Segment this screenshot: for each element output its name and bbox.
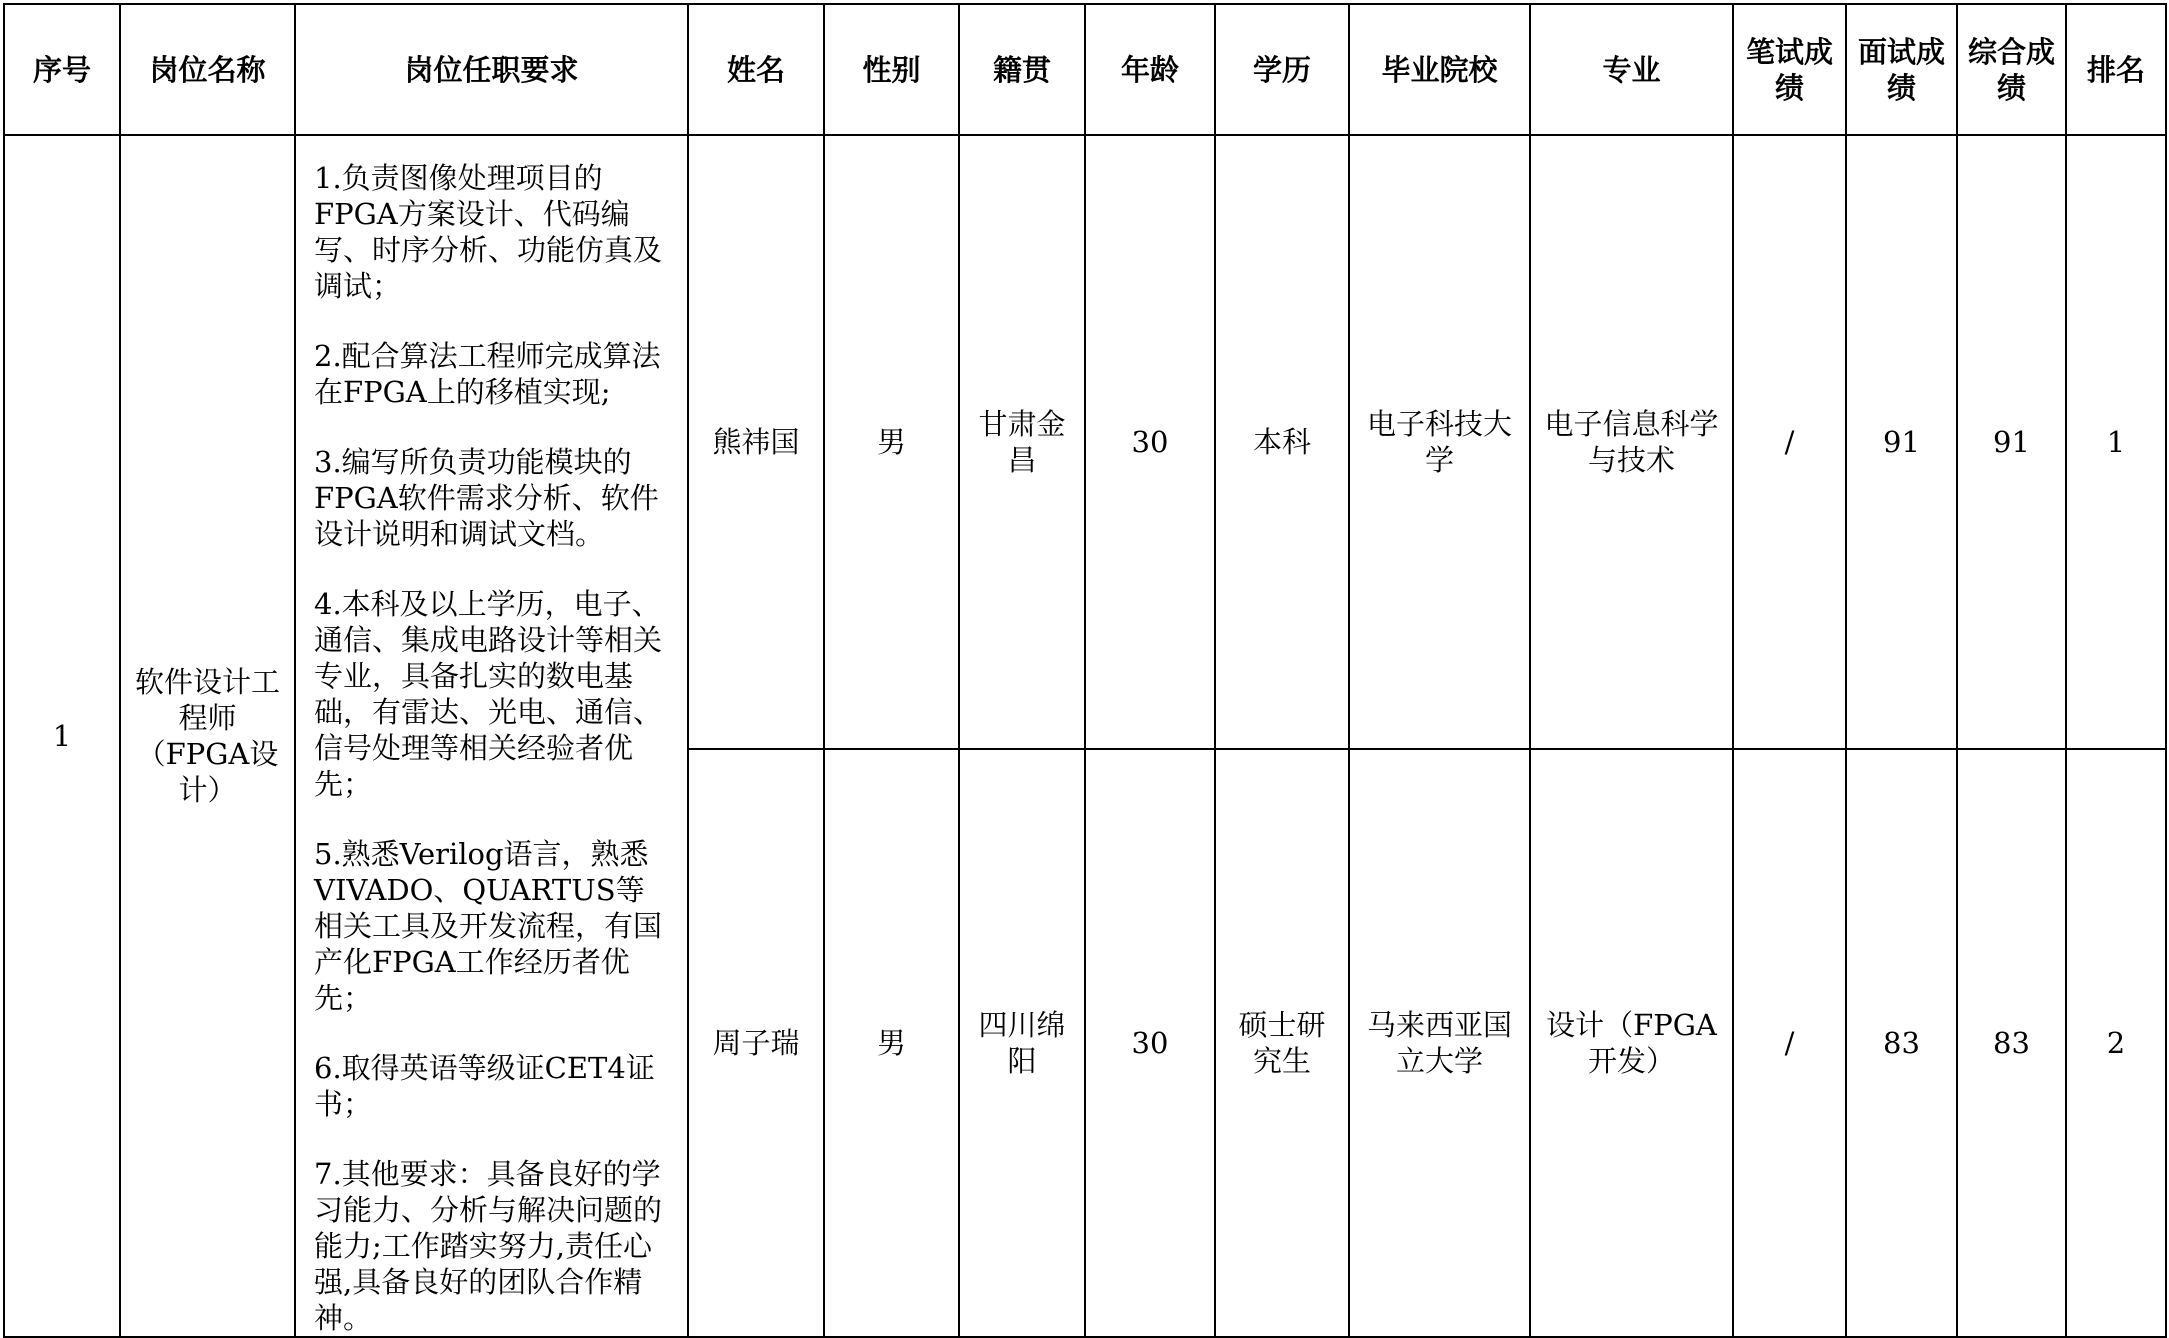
post-requirements: [295, 135, 688, 1337]
candidate-written-score: /: [1733, 749, 1846, 1337]
header-post-name: 岗位名称: [120, 4, 295, 135]
candidate-age: 30: [1085, 749, 1215, 1337]
header-gender: 性别: [824, 4, 959, 135]
candidate-rank: 2: [2066, 749, 2166, 1337]
requirement-item: 4.本科及以上学历，电子、通信、集成电路设计等相关专业，具备扎实的数电基础，有雷达、光电、通信、信号处理等相关经验者优先；: [314, 587, 663, 801]
candidate-gender: 男: [824, 749, 959, 1337]
candidate-name: 熊祎国: [688, 135, 824, 749]
header-education: 学历: [1215, 4, 1349, 135]
requirement-item: 2.配合算法工程师完成算法在FPGA上的移植实现;: [314, 339, 661, 409]
header-rank: 排名: [2066, 4, 2166, 135]
candidate-interview-score: 83: [1846, 749, 1957, 1337]
candidate-school: 马来西亚国立大学: [1349, 749, 1530, 1337]
candidate-major: 电子信息科学与技术: [1530, 135, 1733, 749]
candidate-school: 电子科技大学: [1349, 135, 1530, 749]
header-major: 专业: [1530, 4, 1733, 135]
header-seq: 序号: [4, 4, 120, 135]
header-school: 毕业院校: [1349, 4, 1530, 135]
candidate-interview-score: 91: [1846, 135, 1957, 749]
table-row: [4, 135, 2166, 749]
post-name: 软件设计工程师（FPGA设计）: [120, 135, 295, 1337]
header-requirements: 岗位任职要求: [295, 4, 688, 135]
recruitment-results-table: [3, 3, 2167, 1338]
requirement-item: 1.负责图像处理项目的FPGA方案设计、代码编写、时序分析、功能仿真及调试；: [314, 161, 663, 303]
candidate-native-place: 四川绵阳: [959, 749, 1085, 1337]
candidate-native-place: 甘肃金昌: [959, 135, 1085, 749]
candidate-total-score: 83: [1957, 749, 2066, 1337]
post-seq: 1: [4, 135, 120, 1337]
requirement-item: 5.熟悉Verilog语言，熟悉VIVADO、QUARTUS等相关工具及开发流程，有国产化FPGA工作经历者优先；: [314, 837, 663, 1015]
header-age: 年龄: [1085, 4, 1215, 135]
requirement-item: 3.编写所负责功能模块的FPGA软件需求分析、软件设计说明和调试文档。: [314, 445, 659, 551]
header-name: 姓名: [688, 4, 824, 135]
candidate-name: 周子瑞: [688, 749, 824, 1337]
candidate-rank: 1: [2066, 135, 2166, 749]
candidate-total-score: 91: [1957, 135, 2066, 749]
candidate-gender: 男: [824, 135, 959, 749]
header-native-place: 籍贯: [959, 4, 1085, 135]
candidate-written-score: /: [1733, 135, 1846, 749]
header-row: [4, 4, 2166, 135]
header-written-score: 笔试成绩: [1733, 4, 1846, 135]
header-interview-score: 面试成绩: [1846, 4, 1957, 135]
candidate-major: 设计（FPGA开发）: [1530, 749, 1733, 1337]
requirement-item: 7.其他要求：具备良好的学习能力、分析与解决问题的能力;工作踏实努力,责任心强,具备良好的团队合作精神。: [314, 1157, 663, 1335]
header-total-score: 综合成绩: [1957, 4, 2066, 135]
candidate-education: 硕士研究生: [1215, 749, 1349, 1337]
candidate-education: 本科: [1215, 135, 1349, 749]
requirement-item: 6.取得英语等级证CET4证书；: [314, 1051, 655, 1121]
candidate-age: 30: [1085, 135, 1215, 749]
